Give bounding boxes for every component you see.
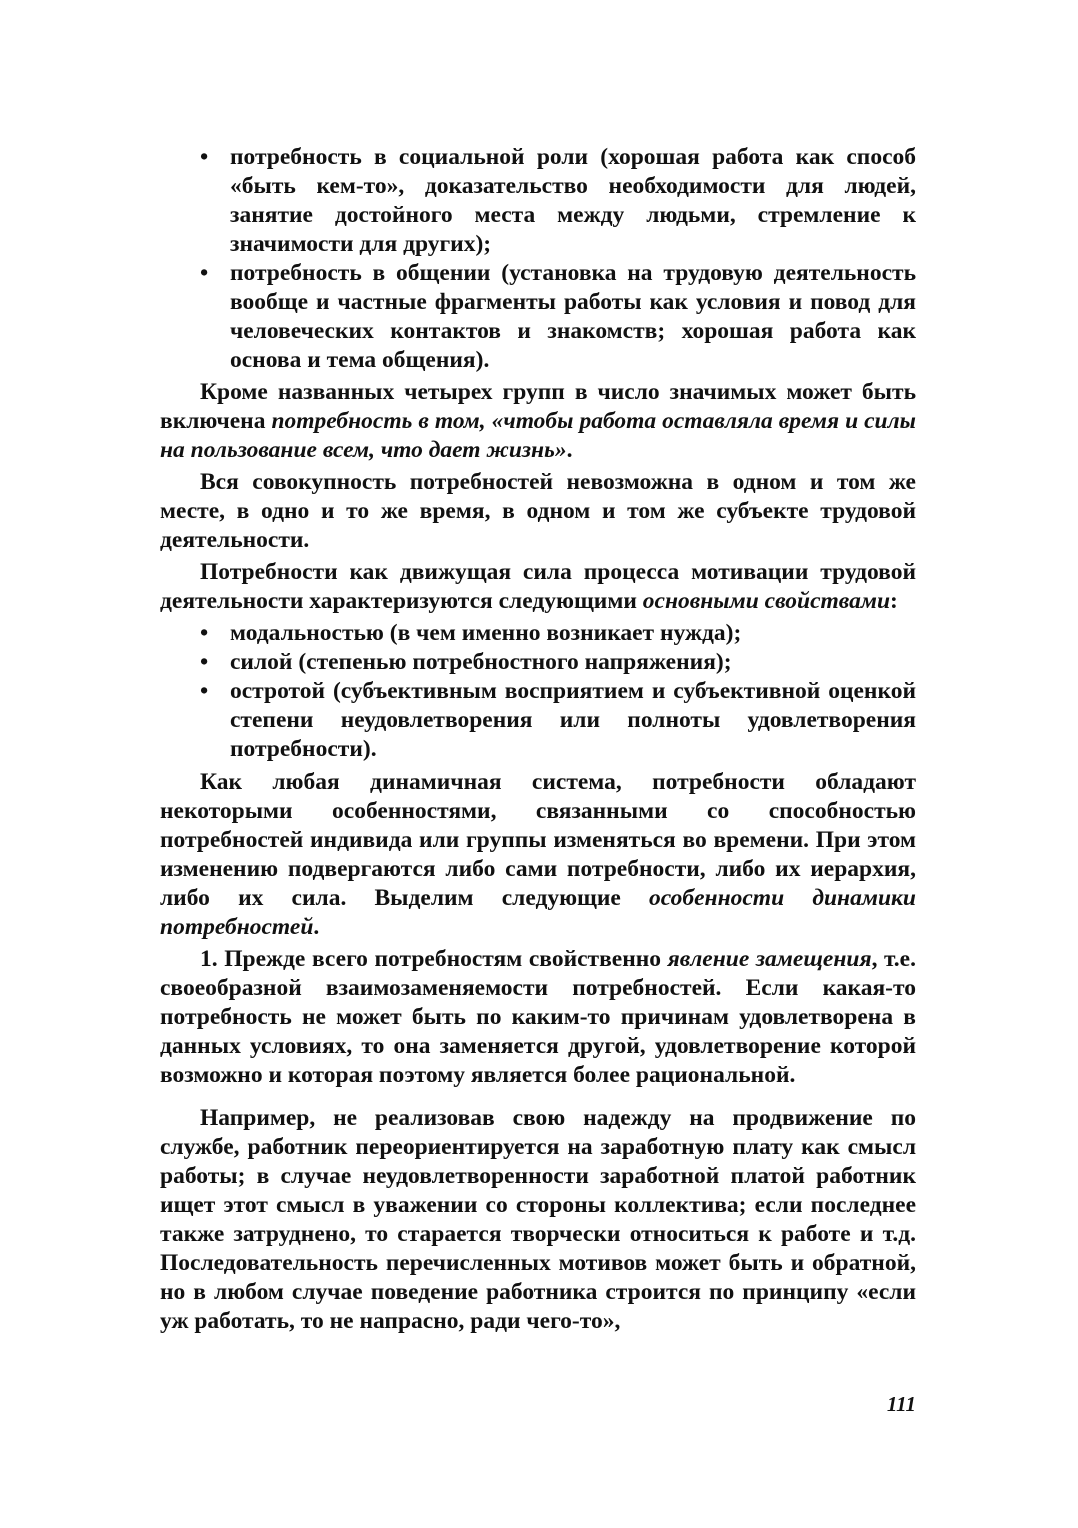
paragraph: Вся совокупность потребностей невозможна в одном и том же месте, в одно и то же время, в одном и том же субъекте трудовой деятельности.	[160, 469, 916, 553]
list-item	[160, 648, 916, 677]
bullet-icon: •	[200, 620, 209, 646]
paragraph-tail: :	[890, 588, 898, 614]
list-item-text: модальностью (в чем именно возникает нужда);	[230, 620, 742, 646]
bullet-icon: •	[200, 649, 209, 675]
paragraph-text: Потребности как движущая сила процесса мотивации трудовой деятельности характеризуются следующими	[160, 559, 916, 614]
bullet-icon: •	[200, 260, 209, 286]
paragraph	[160, 378, 916, 465]
paragraph	[160, 768, 916, 942]
emphasis-text: потребность в том, «чтобы работа оставляла время и силы на пользование всем, что дает жизнь»	[160, 408, 916, 463]
paragraph-tail: , т.е. своеобразной взаимозаменяемости потребностей. Если какая-то потребность не может быть по каким-то причинам удовлетворена в данных условиях, то она заменяется другой, удовлетворение которой возможно и которая поэтому является более рациональной.	[160, 946, 916, 1088]
needs-list	[160, 143, 916, 375]
paragraph	[160, 945, 916, 1090]
list-item	[160, 677, 916, 764]
page-body	[160, 143, 916, 1342]
properties-list	[160, 619, 916, 764]
list-item-text: потребность в общении (установка на трудовую деятельность вообще и частные фрагменты работы как условия и повод для человеческих контактов и знакомств; хорошая работа как основа и тема общения).	[230, 260, 916, 373]
paragraph-text: Кроме названных четырех групп в число значимых может быть включена	[160, 379, 916, 434]
bullet-icon: •	[200, 678, 209, 704]
paragraph-text: 1. Прежде всего потребностям свойственно	[200, 946, 668, 972]
emphasis-text: основными свойствами	[642, 588, 891, 614]
page-number: 111	[886, 1392, 916, 1416]
paragraph-tail: .	[313, 914, 320, 940]
emphasis-text: особенности динамики потребностей	[160, 885, 916, 940]
paragraph: Например, не реализовав свою надежду на продвижение по службе, работник переориентируется на заработную плату как смысл работы; в случае неудовлетворенности заработной платой работник ищет этот смысл в уважении со стороны коллектива; если последнее также затруднено, то старается творчески относиться к работе и т.д. Последовательность перечисленных мотивов может быть и обратной, но в любом случае поведение работника строится по принципу «если уж работать, то не напрасно, ради чего-то»,	[160, 1105, 916, 1334]
paragraph-tail: .	[566, 437, 573, 463]
list-item	[160, 259, 916, 375]
list-item	[160, 619, 916, 648]
emphasis-text: явление замещения	[667, 946, 872, 972]
list-item-text: потребность в социальной роли (хорошая работа как способ «быть кем-то», доказательство необходимости для людей, занятие достойного места между людьми, стремление к значимости для других);	[230, 144, 916, 257]
paragraph	[160, 558, 916, 616]
paragraph-text: Как любая динамичная система, потребности обладают некоторыми особенностями, связанными со способностью потребностей индивида или группы изменяться во времени. При этом изменению подвергаются либо сами потребности, либо их иерархия, либо их сила. Выделим следующие	[160, 769, 916, 911]
list-item-text: остротой (субъективным восприятием и субъективной оценкой степени неудовлетворения или полноты удовлетворения потребности).	[230, 678, 916, 762]
bullet-icon: •	[200, 144, 209, 170]
list-item	[160, 143, 916, 259]
list-item-text: силой (степенью потребностного напряжения);	[230, 649, 732, 675]
